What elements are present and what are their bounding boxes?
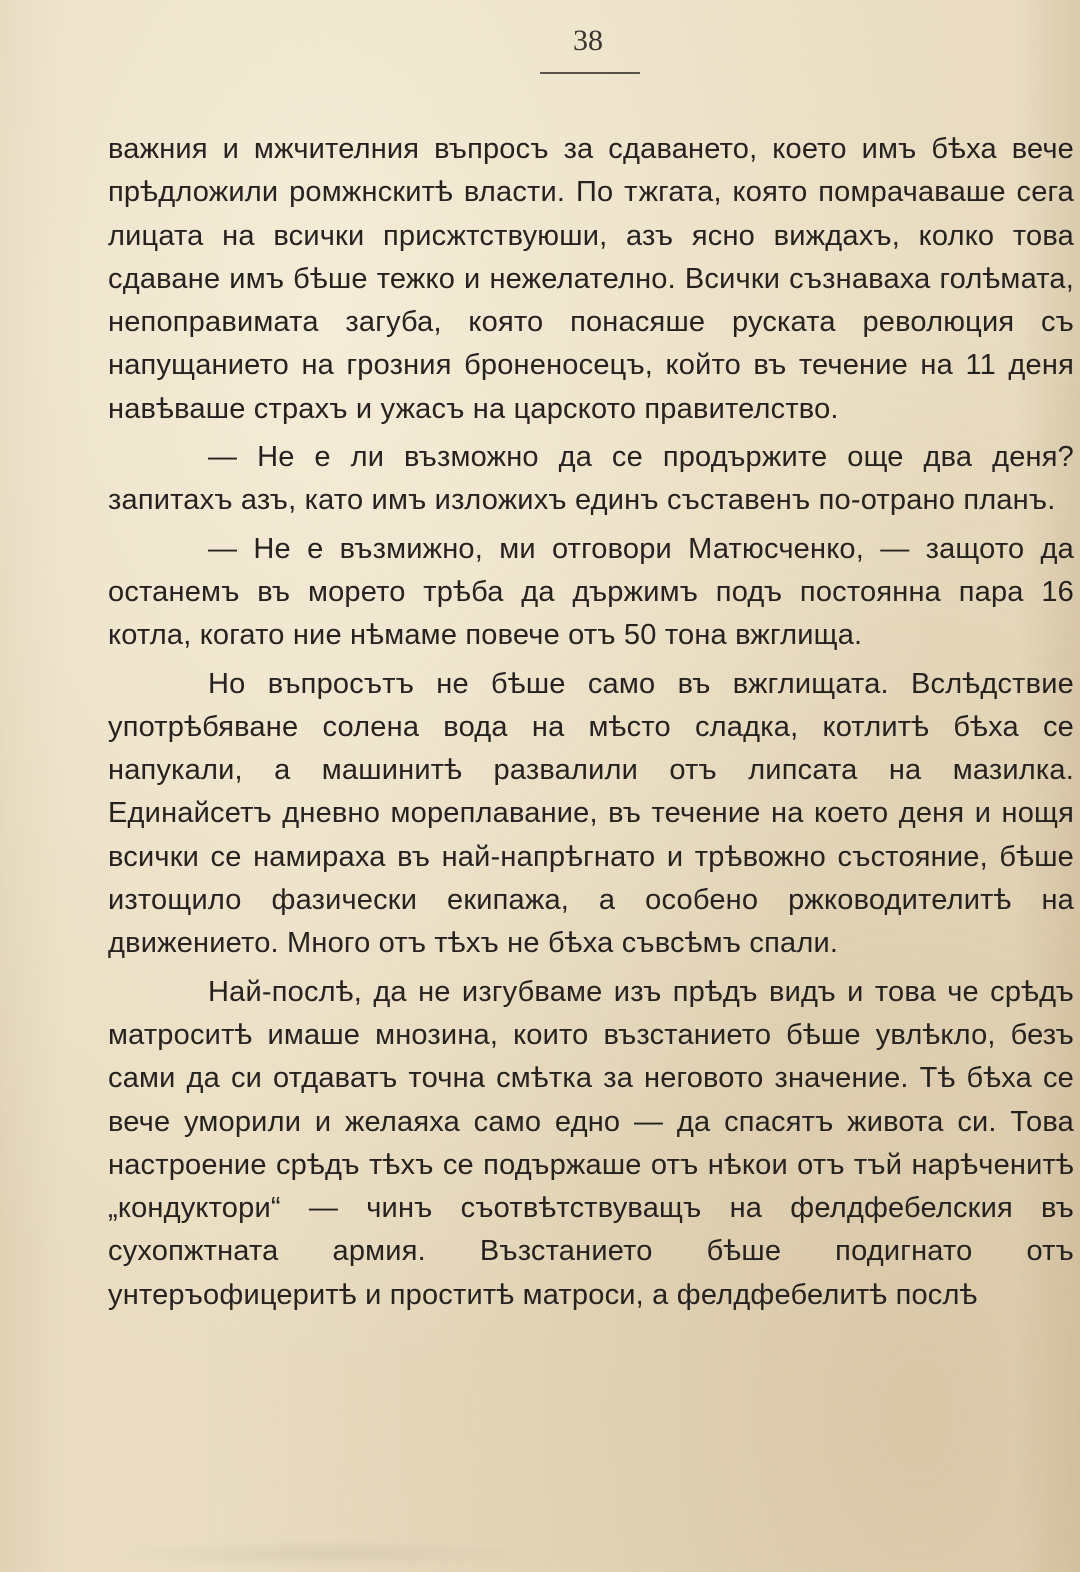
page-number: 38 — [573, 24, 603, 57]
page-smudge — [120, 1540, 540, 1568]
paragraph-2: — Не е ли възможно да се продържите още два деня? запитахъ азъ, като имъ изложихъ единъ съставенъ по-отрано планъ. — [108, 441, 1074, 517]
paragraph-4: Но въпросътъ не бѣше само въ вжглищата. Вслѣдствие употрѣбяване солена вода на мѣсто сладка, котлитѣ бѣха се напукали, а машинитѣ развалили отъ липсата на мазилка. Единайсетъ дневно мореплавание, въ течение на което деня и нощя всички се намираха въ най-напрѣгнато и трѣвожно състояние, бѣше изтощило фазически екипажа, а особено ржководителитѣ на движението. Много отъ тѣхъ не бѣха съвсѣмъ спали. — [108, 667, 1074, 960]
paragraph-3: — Не е възмижно, ми отговори Матюсченко, — защото да останемъ въ морето трѣба да държимъ подъ постоянна пара 16 котла, когато ние нѣмаме повече отъ 50 тона вжглища. — [108, 532, 1074, 652]
page-text — [108, 128, 1074, 1317]
header-rule — [540, 72, 640, 74]
paragraph-5: Най-послѣ, да не изгубваме изъ прѣдъ видъ и това че срѣдъ матроситѣ имаше мнозина, които възстанието бѣше увлѣкло, безъ сами да си отдаватъ точна смѣтка за неговото значение. Тѣ бѣха се вече уморили и желаяха само едно — да спасятъ живота си. Това настроение срѣдъ тѣхъ се подържаше отъ нѣкои отъ тъй нарѣченитѣ „кондуктори“ — чинъ съотвѣтствуващъ на фелдфебелския въ сухопжтната армия. Възстанието бѣше подигнато отъ унтеръофицеритѣ и проститѣ матроси, а фелдфебелитѣ послѣ — [108, 975, 1074, 1311]
paragraph-1: важния и мжчителния въпросъ за сдаването, което имъ бѣха вече прѣдложили ромжнскитѣ власти. По тжгата, която помрачаваше сега лицата на всички присжтствуюши, азъ ясно виждахъ, колко това сдаване имъ бѣше тежко и нежелателно. Всички съзнаваха голѣмата, непоправимата загуба, която понасяше руската революция съ напущанието на грозния броненосецъ, който въ течение на 11 деня навѣваше страхъ и ужасъ на царското правителство. — [108, 133, 1074, 425]
